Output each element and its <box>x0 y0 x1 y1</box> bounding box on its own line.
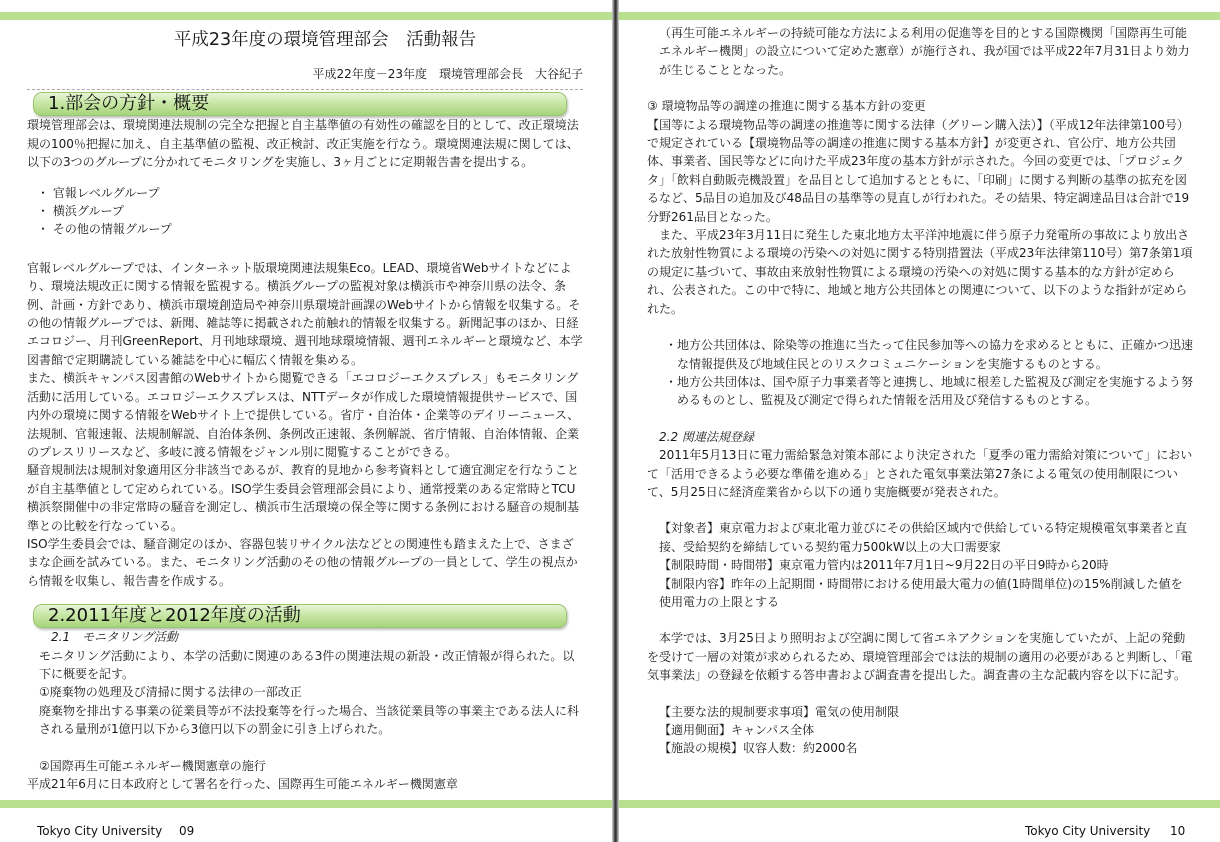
requirement-target: 【対象者】東京電力および東北電力並びにその供給区域内で供給している特定規模電気事業者と直接、受給契約を締結している契約電力500kW以上の大口需要家 <box>659 521 1188 554</box>
list-item: ①廃棄物の処理及び清掃に関する法律の一部改正 <box>39 685 302 700</box>
list-item: ・ その他の情報グループ <box>37 222 172 237</box>
paragraph: 2011年5月13日に電力需給緊急対策本部により決定された「夏季の電力需給対策について」において「活用できるよう必要な準備を進める」とされた電気事業法第27条による電気の使用制限について、5月25日に経済産業省から以下の通り実施概要が発表された。 <box>647 448 1193 499</box>
paragraph: 【国等による環境物品等の調達の推進等に関する法律（グリーン購入法）】（平成12年法律第100号）で規定されている【環境物品等の調達の推進に関する基本方針】が変更され、官公庁、地方公共団体、事業者、国民等などに向けた平成23年度の基本方針が示された。今回の変更では、「プロジェクタ」「飲料自動販売機設置」を品目として追加するとともに、「印刷」に関する判断の基準の拡充を図るなど、5品目の追加及び48品目の基準等の見直しが行われた。その結果、特定調達品目は合計で19分野261品目となった。 <box>647 117 1190 224</box>
group-list <box>37 184 583 239</box>
paragraph: モニタリング活動により、本学の活動に関連のある3件の関連法規の新設・改正情報が得られた。以下に概要を記す。 <box>39 648 575 681</box>
dotted-divider <box>27 89 583 90</box>
paragraph: また、平成23年3月11日に発生した東北地方太平洋沖地震に伴う原子力発電所の事故により放出された放射性物質による環境の汚染への対処に関する特別措置法（平成23年法律第110号）第7条第1項の規定に基づいて、事故由来放射性物質による環境の汚染への対処に関する基本的な方針が定められ、公表された。この中で特に、地域と地方公共団体との関連について、以下のような指針が定められた。 <box>647 228 1193 316</box>
paragraph: （再生可能エネルギーの持続可能な方法による利用の促進等を目的とする国際機関「国際再生可能エネルギー機関」の設立について定めた憲章）が施行され、我が国では平成22年7月31日より効力が生じることとなった。 <box>659 26 1190 77</box>
paragraph: 騒音規制法は規制対象適用区分非該当であるが、教育的見地から参考資料として適宜測定を行なうことが自主基準値として定められている。ISO学生委員会管理部会員により、通常授業のある定常時とTCU横浜祭開催中の非定常時の騒音を測定し、横浜市生活環境の保全等に関する条例における騒音の規制基準との比較を行なっている。 <box>27 463 580 533</box>
requirement-content: 【制限内容】昨年の上記期間・時間帯における使用最大電力の値(1時間単位)の15%削減した値を使用電力の上限とする <box>659 576 1183 609</box>
section-1-heading-text: 1.部会の方針・概要 <box>48 93 210 115</box>
paragraph: 廃棄物を排出する事業の従業員等が不法投棄等を行った場合、当該従業員等の事業主である法人に科される量刑が1億円以下から3億円以下の罰金に引き上げられた。 <box>39 703 580 737</box>
footer-university: Tokyo City University <box>1025 824 1151 838</box>
list-item: ③ 環境物品等の調達の推進に関する基本方針の変更 <box>647 99 926 114</box>
bottom-green-bar <box>0 800 612 808</box>
paragraph: ISO学生委員会では、騒音測定のほか、容器包装リサイクル法などとの関連性も踏まえた上で、さまざまな企画を試みている。また、モニタリング活動のその他の情報グループの一員として、学生の視点から情報を収集し、報告書を作成する。 <box>27 536 578 588</box>
paragraph: 官報レベルグループでは、インターネット版環境関連法規集Eco。LEAD、環境省Webサイトなどにより、環境法規改正に関する情報を監視する。横浜グループの監視対象は横浜市や神奈川県の法令、条例、計画・方針であり、横浜市環境創造局や神奈川県環境計画課のWebサイトから情報を収集する。その他の情報グループでは、新聞、雑誌等に掲載された前触れ的情報を収集する。新聞記事のほか、日経エコロジー、月刊GreenReport、月刊地球環境、週刊地球環境情報、週刊エネルギーと環境など、本学図書館で定期購読している雑誌を中心に幅広く情報を集める。 <box>27 260 583 367</box>
list-item: ・ 官報レベルグループ <box>37 185 160 200</box>
right-page <box>619 0 1220 842</box>
paragraph: また、横浜キャンパス図書館のWebサイトから閲覧できる「エコロジーエクスプレス」もモニタリング活動に活用している。エコロジーエクスプレスは、NTTデータが作成した環境情報提供サービスで、国内外の環境に関する情報をWebサイト上で提供している。省庁・自治体・企業等のデイリーニュース、法規制、官報速報、法規制解説、自治体条例、条例改正速報、条例解説、省庁情報、自治体情報、企業のプレスリリースなど、多岐に渡る情報をジャンル別に閲覧することができる。 <box>27 371 580 459</box>
right-page-content <box>647 24 1193 758</box>
list-item: ・地方公共団体は、除染等の推進に当たって住民参加等への協力を求めるとともに、正確かつ迅速な情報提供及び地域住民とのリスクコミュニケーションを実施するものとする。 <box>665 338 1194 371</box>
book-spine <box>612 0 619 842</box>
section-1-heading <box>33 92 567 116</box>
list-item: ②国際再生可能エネルギー機関憲章の施行 <box>39 758 266 773</box>
paragraph: 環境管理部会は、環境関連法規制の完全な把握と自主基準値の有効性の確認を目的として、改正環境法規の100％把握に加え、自主基準値の監視、改正検討、改正実施を行なう。環境関連法規に関しては、以下の3つのグループに分かれてモニタリングを実施し、3ヶ月ごとに定期報告書を提出する。 <box>27 118 579 170</box>
page-title: 平成23年度の環境管理部会 活動報告 <box>173 30 477 50</box>
subsection-title: 2.1 モニタリング活動 <box>51 630 178 645</box>
paragraph: 本学では、3月25日より照明および空調に関して省エネアクションを実施していたが、上記の発動を受けて一層の対策が求められるため、環境管理部会では法的規制の適用の必要があると判断し、「電気事業法」の登録を依頼する答申書および調査書を提出した。調査書の主な記載内容を以下に記す。 <box>647 631 1193 683</box>
section-2-heading-text: 2.2011年度と2012年度の活動 <box>48 605 301 627</box>
top-green-bar <box>619 12 1220 20</box>
page-number: 09 <box>179 824 195 838</box>
registry-item: 【主要な法的規制要求事項】電気の使用制限 <box>659 704 900 719</box>
top-green-bar <box>0 12 612 20</box>
bottom-green-bar <box>619 800 1220 808</box>
subsection-title: 2.2 関連法規登録 <box>659 429 754 444</box>
registry-item: 【適用側面】キャンパス全体 <box>659 723 815 737</box>
paragraph: 平成21年6月に日本政府として署名を行った、国際再生可能エネルギー機関憲章 <box>27 777 458 791</box>
page-number: 10 <box>1170 824 1186 838</box>
list-item: ・地方公共団体は、国や原子力事業者等と連携し、地域に根差した監視及び測定を実施するよう努めるものとし、監視及び測定で得られた情報を活用及び発信するものとする。 <box>665 374 1194 408</box>
list-item: ・ 横浜グループ <box>37 204 124 219</box>
requirement-period: 【制限時間・時間帯】東京電力管内は2011年7月1日~9月22日の平日9時から20時 <box>659 558 1109 573</box>
author-line: 平成22年度－23年度 環境管理部会長 大谷紀子 <box>312 67 583 81</box>
section-2-heading <box>33 604 567 628</box>
left-page-content <box>27 28 583 793</box>
registry-item: 【施設の規模】収容人数：約2000名 <box>659 741 858 756</box>
footer-university: Tokyo City University <box>37 824 163 838</box>
